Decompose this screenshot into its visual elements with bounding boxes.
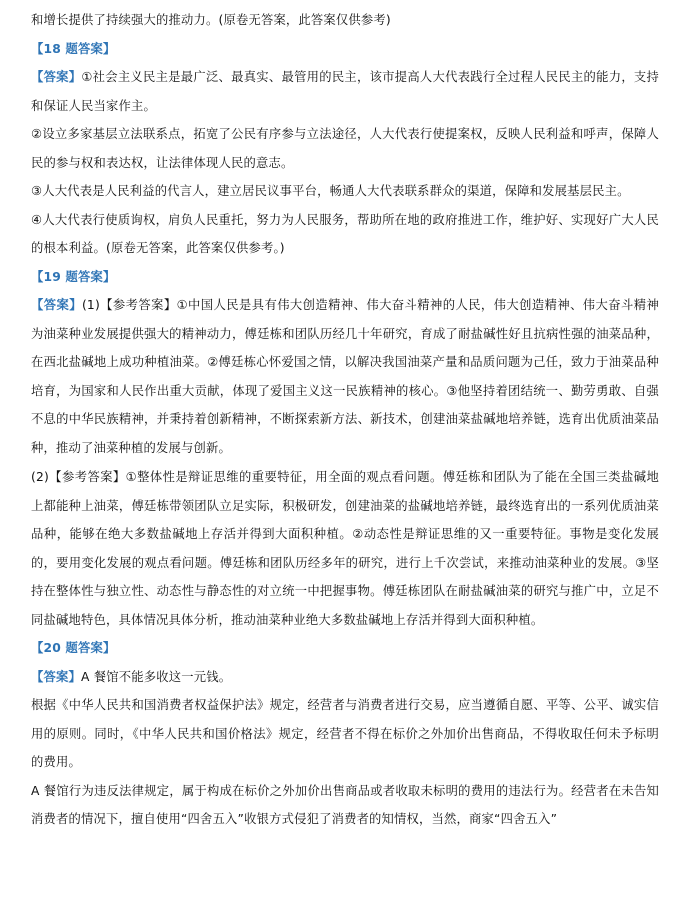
q18-paragraph-4: ④人大代表行使质询权，肩负人民重托，努力为人民服务，帮助所在地的政府推进工作，维护好、实现好广大人民的根本利益。(原卷无答案，此答案仅供参考。): [31, 212, 659, 255]
q19-paragraph-2: (2)【参考答案】①整体性是辩证思维的重要特征，用全面的观点看问题。傅廷栋和团队为了能在全国三类盐碱地上都能种上油菜，傅廷栋带领团队立足实际，积极研发，创建油菜的盐碱地培养链，最终选育出的一系列优质油菜品种，能够在绝大多数盐碱地上存活并得到大面积种植。②动态性是辩证思维的又一重要特征。事物是变化发展的，要用变化发展的观点看问题。傅廷栋和团队历经多年的研究，进行上千次尝试，来推动油菜种业的发展。③坚持在整体性与独立性、动态性与静态性的对立统一中把握事物。傅廷栋团队在耐盐碱油菜的研究与推广中，立足不同盐碱地特色，具体情况具体分析，推动油菜种业绝大多数盐碱地上存活并得到大面积种植。: [31, 470, 659, 627]
q20-heading: 【20 题答案】: [31, 641, 116, 655]
q19-paragraph-1: [31, 291, 659, 462]
q19-heading: 【19 题答案】: [31, 269, 116, 284]
q18-paragraph-2: ②设立多家基层立法联系点，拓宽了公民有序参与立法途径，人大代表行使提案权，反映人民利益和呼声，保障人民的参与权和表达权，让法律体现人民的意志。: [31, 127, 659, 170]
q20-text-1: A 餐馆不能多收这一元钱。: [81, 669, 232, 684]
q18-section: [31, 35, 659, 263]
q18-answer-tag: 【答案】: [31, 70, 82, 84]
q19-section: [31, 263, 659, 635]
q20-paragraph-2: 根据《中华人民共和国消费者权益保护法》规定，经营者与消费者进行交易，应当遵循自愿、平等、公平、诚实信用的原则。同时，《中华人民共和国价格法》规定，经营者不得在标价之外加价出售商品，不得收取任何未予标明的费用。: [31, 698, 659, 769]
q18-paragraph-3: ③人大代表是人民利益的代言人，建立居民议事平台，畅通人大代表联系群众的渠道，保障和发展基层民主。: [31, 184, 630, 198]
q18-heading: 【18 题答案】: [31, 41, 116, 56]
q18-paragraph-1: [31, 63, 659, 120]
q18-text-1: ①社会主义民主是最广泛、最真实、最管用的民主，该市提高人大代表践行全过程人民民主的能力，支持和保证人民当家作主。: [31, 70, 659, 113]
q20-answer-tag: 【答案】: [31, 669, 81, 684]
q20-paragraph-1: [31, 663, 659, 692]
q20-paragraph-3: A 餐馆行为违反法律规定，属于构成在标价之外加价出售商品或者收取未标明的费用的违法行为。经营者在未告知消费者的情况下，擅自使用“四舍五入”收银方式侵犯了消费者的知情权，当然，商家“四舍五入”: [31, 783, 659, 826]
q19-answer-tag: 【答案】: [31, 298, 82, 312]
q19-text-1: (1)【参考答案】①中国人民是具有伟大创造精神、伟大奋斗精神的人民，伟大创造精神、伟大奋斗精神为油菜种业发展提供强大的精神动力，傅廷栋和团队历经几十年研究，育成了耐盐碱性好且抗病性强的油菜品种，在西北盐碱地上成功种植油菜。②傅廷栋心怀爱国之情，以解决我国油菜产量和品质问题为己任，致力于油菜品种培育，为国家和人民作出重大贡献，体现了爱国主义这一民族精神的核心。③他坚持着团结统一、勤劳勇敢、自强不息的中华民族精神，并秉持着创新精神，不断探索新方法、新技术，创建油菜盐碱地培养链，选育出优质油菜品种，推动了油菜种植的发展与创新。: [31, 298, 659, 455]
intro-paragraph: 和增长提供了持续强大的推动力。(原卷无答案，此答案仅供参考): [31, 13, 391, 27]
q20-section: [31, 634, 659, 834]
